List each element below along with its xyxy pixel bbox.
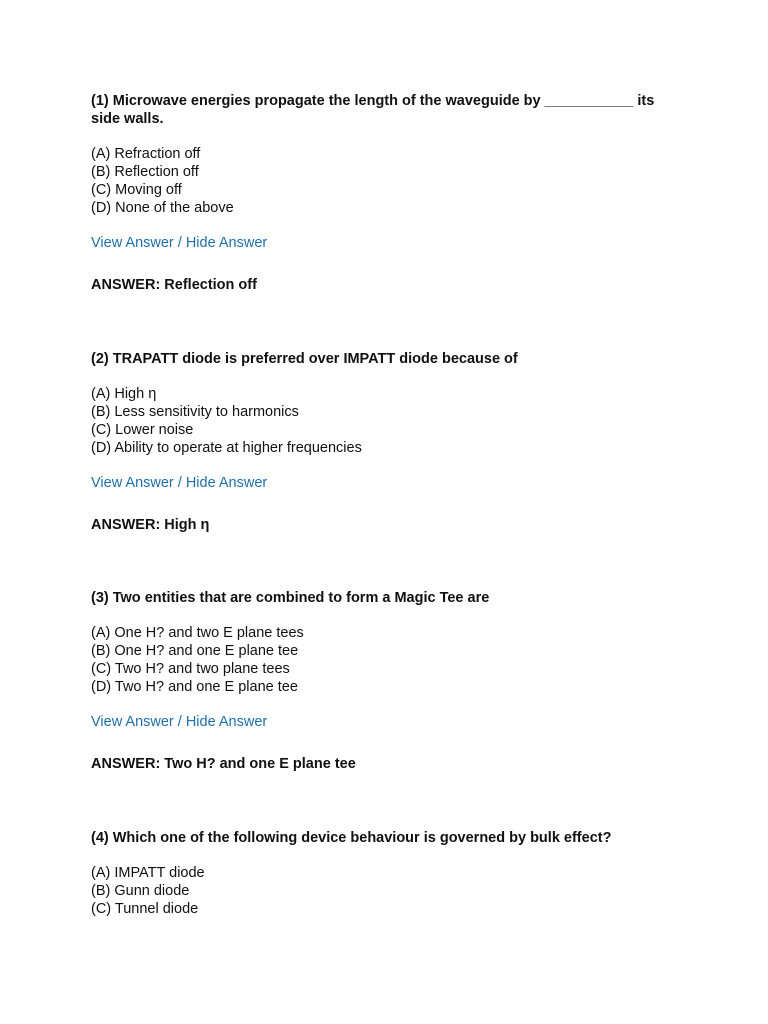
option-d: (D) None of the above [91,200,234,216]
question-3-text: (3) Two entities that are combined to form a Magic Tee are [91,590,490,606]
view-answer-link[interactable]: View Answer / Hide Answer [91,714,268,730]
option-c: (C) Two H? and two plane tees [91,661,290,677]
option-b: (B) Reflection off [91,164,199,180]
question-2 [91,350,691,534]
option-d: (D) Ability to operate at higher frequencies [91,440,362,456]
question-1-text: (1) Microwave energies propagate the length of the waveguide by ___________ its side walls. [91,93,655,127]
question-4 [91,829,691,918]
answer-text: ANSWER: High η [91,517,210,533]
option-c: (C) Lower noise [91,422,194,438]
question-1 [91,92,691,294]
question-1-options [91,145,691,217]
option-b: (B) Gunn diode [91,883,190,899]
option-d: (D) Two H? and one E plane tee [91,679,298,695]
question-2-text: (2) TRAPATT diode is preferred over IMPATT diode because of [91,351,518,367]
option-c: (C) Tunnel diode [91,901,199,917]
option-c: (C) Moving off [91,182,182,198]
question-4-text: (4) Which one of the following device behaviour is governed by bulk effect? [91,830,612,846]
option-a: (A) One H? and two E plane tees [91,625,304,641]
option-a: (A) High η [91,386,157,402]
question-3-options [91,624,691,696]
question-4-options [91,864,691,918]
answer-text: ANSWER: Two H? and one E plane tee [91,756,356,772]
question-3 [91,589,691,773]
option-b: (B) One H? and one E plane tee [91,643,299,659]
view-answer-link[interactable]: View Answer / Hide Answer [91,475,268,491]
answer-text: ANSWER: Reflection off [91,277,257,293]
option-a: (A) Refraction off [91,146,201,162]
view-answer-link[interactable]: View Answer / Hide Answer [91,235,268,251]
option-a: (A) IMPATT diode [91,865,205,881]
option-b: (B) Less sensitivity to harmonics [91,404,299,420]
question-2-options [91,385,691,457]
